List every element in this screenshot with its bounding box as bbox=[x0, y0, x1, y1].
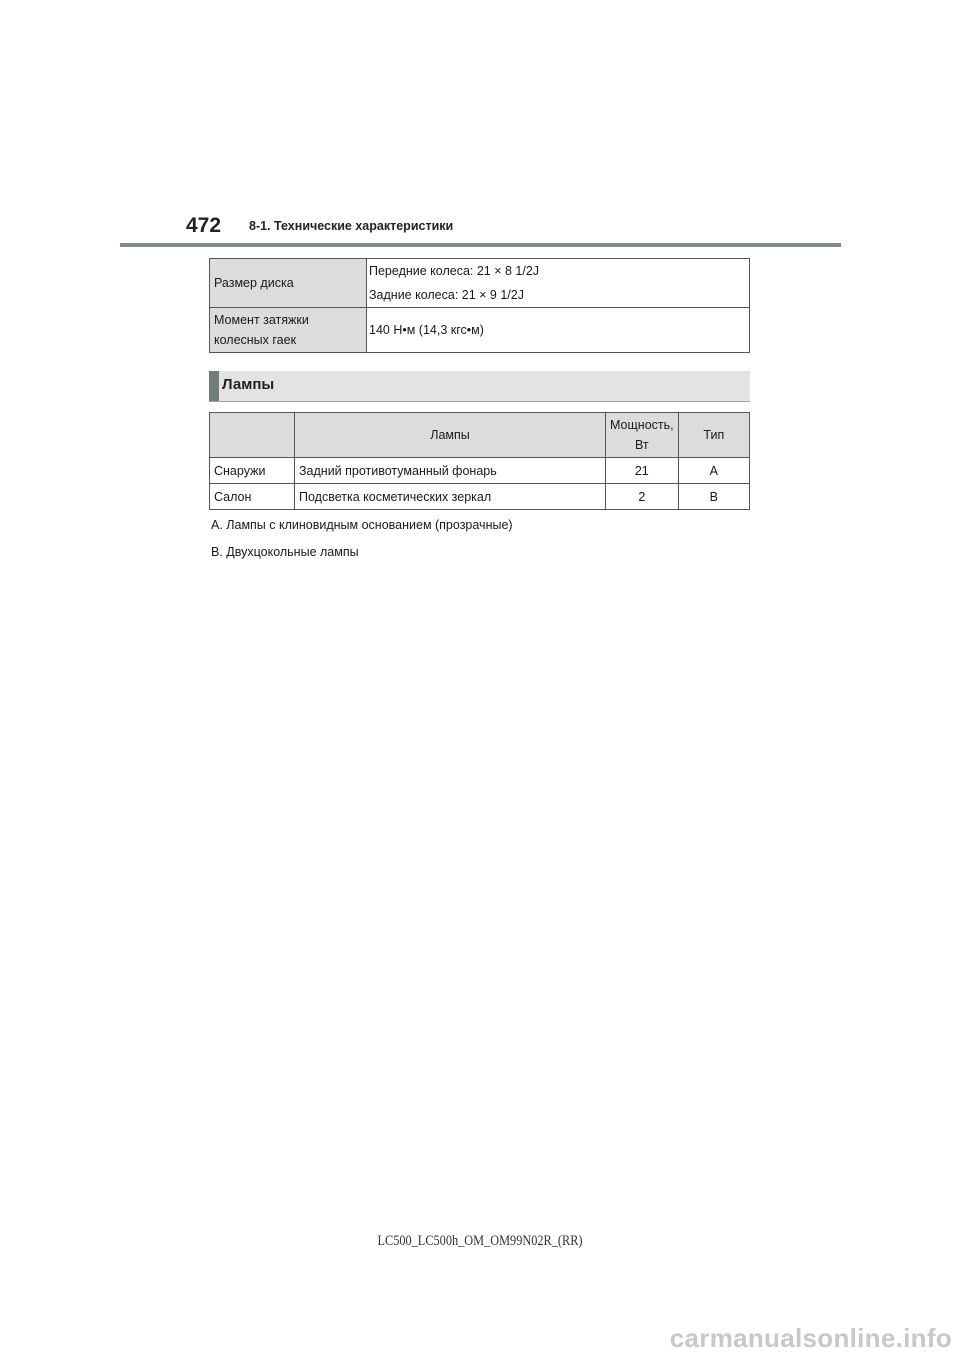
spec-label-torque bbox=[210, 308, 367, 353]
column-header-location bbox=[210, 413, 295, 458]
column-header-power bbox=[606, 413, 679, 458]
lamps-heading-text: Лампы bbox=[222, 376, 275, 393]
table-cell: Задний противотуманный фонарь bbox=[295, 458, 606, 484]
table-cell: Снаружи bbox=[210, 458, 295, 484]
spec-label-line: колесных гаек bbox=[214, 333, 297, 347]
column-header-line: Мощность, bbox=[610, 418, 674, 432]
footer-doc-code: LC500_LC500h_OM_OM99N02R_(RR) bbox=[377, 1233, 583, 1249]
table-row bbox=[210, 259, 750, 308]
page-number: 472 bbox=[186, 214, 222, 237]
column-header-lamps: Лампы bbox=[295, 413, 606, 458]
table-row bbox=[210, 308, 750, 353]
lamps-table bbox=[209, 412, 750, 510]
note-b: B. Двухцокольные лампы bbox=[211, 545, 359, 559]
header-rule bbox=[120, 243, 841, 247]
section-title: 8-1. Технические характеристики bbox=[249, 219, 454, 233]
column-header-type: Тип bbox=[678, 413, 749, 458]
spec-table bbox=[209, 258, 750, 353]
table-cell: Подсветка косметических зеркал bbox=[295, 484, 606, 510]
column-header-line: Вт bbox=[634, 438, 649, 452]
spec-value-line: Задние колеса: 21 × 9 1/2J bbox=[369, 288, 524, 302]
table-cell: 2 bbox=[606, 484, 679, 510]
spec-value-rim-size bbox=[367, 259, 750, 308]
table-header-row bbox=[210, 413, 750, 458]
spec-label-line: Момент затяжки bbox=[214, 313, 309, 327]
table-cell: B bbox=[678, 484, 749, 510]
table-cell: 21 bbox=[606, 458, 679, 484]
spec-value-torque: 140 Н•м (14,3 кгс•м) bbox=[367, 308, 750, 353]
table-cell: Салон bbox=[210, 484, 295, 510]
watermark: carmanualsonline.info bbox=[669, 1323, 952, 1353]
heading-bar bbox=[209, 371, 219, 401]
table-row bbox=[210, 458, 750, 484]
table-row bbox=[210, 484, 750, 510]
spec-value-line: Передние колеса: 21 × 8 1/2J bbox=[369, 264, 540, 278]
table-cell: A bbox=[678, 458, 749, 484]
lamps-heading bbox=[209, 371, 750, 402]
note-a: A. Лампы с клиновидным основанием (прозрачные) bbox=[211, 518, 513, 532]
spec-label-rim-size: Размер диска bbox=[210, 259, 367, 308]
